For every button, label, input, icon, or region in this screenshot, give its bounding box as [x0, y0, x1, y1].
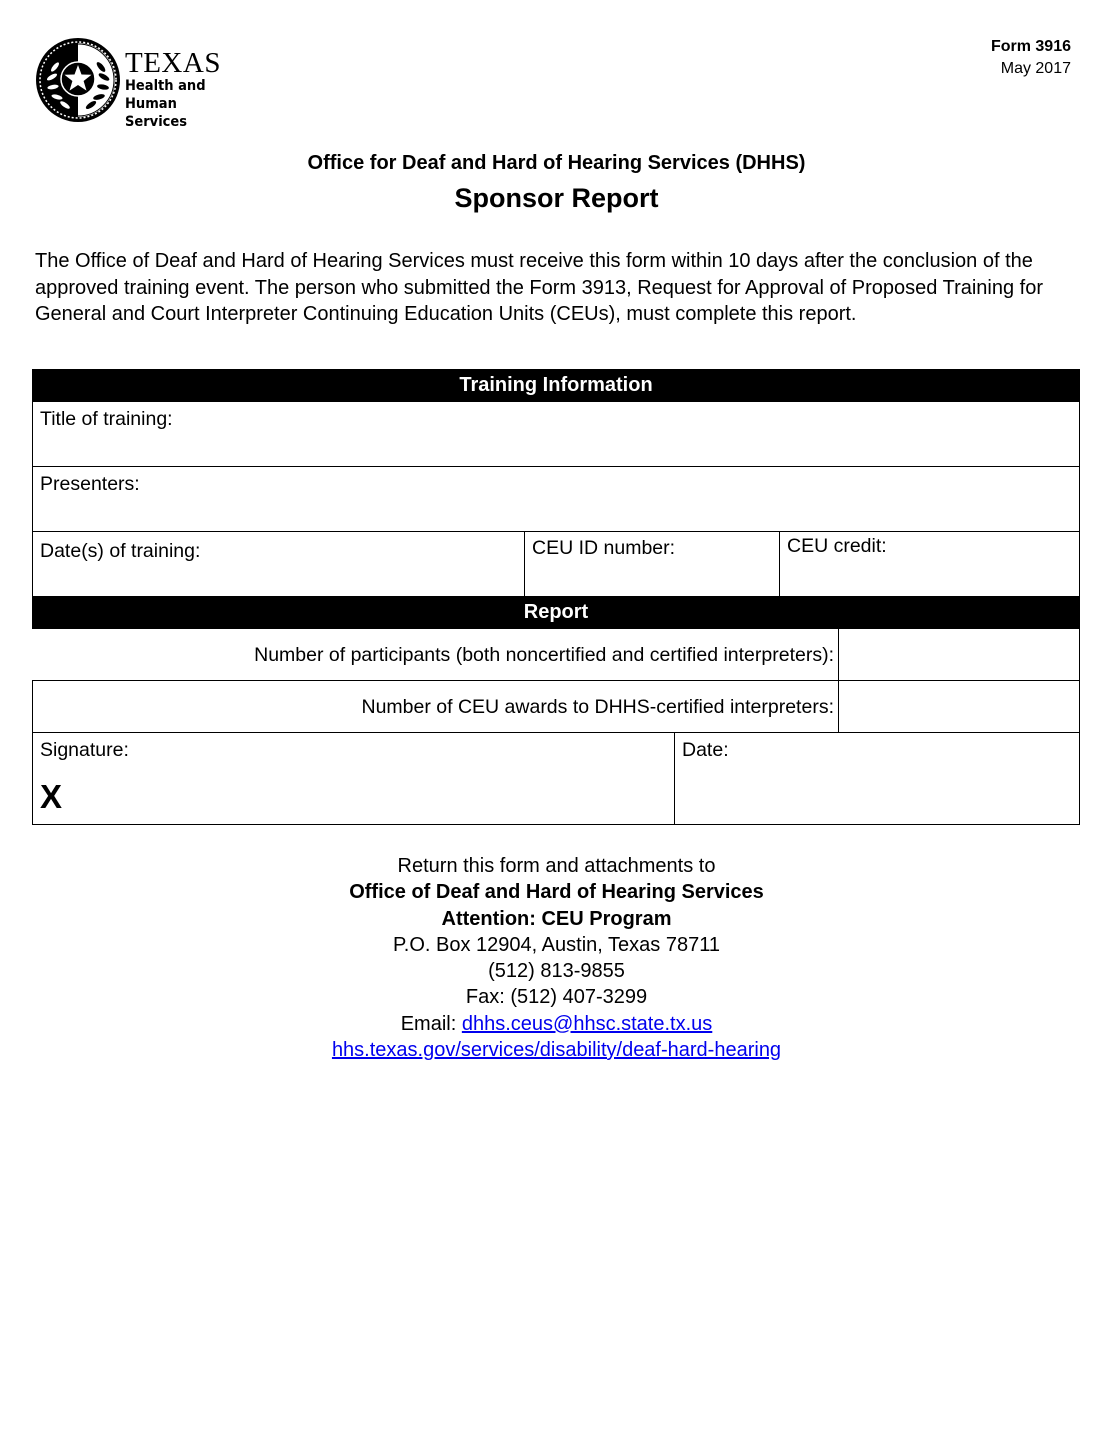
date-field[interactable] [674, 733, 1079, 824]
return-intro: Return this form and attachments to [397, 855, 716, 877]
title-of-training-field[interactable] [33, 402, 1079, 466]
ceu-awards-input[interactable] [838, 681, 1079, 732]
form-meta [991, 37, 1071, 81]
title-of-training-label: Title of training: [40, 408, 173, 430]
office-title: Office for Deaf and Hard of Hearing Services (DHHS) [307, 152, 806, 174]
logo-hhs-line1: Health and Human [125, 78, 206, 112]
ceu-awards-label: Number of CEU awards to DHHS-certified interpreters: [361, 695, 834, 718]
row-presenters [32, 467, 1080, 532]
section-header-report: Report [32, 596, 1080, 629]
dates-of-training-field[interactable] [33, 532, 524, 596]
website-link[interactable]: hhs.texas.gov/services/disability/deaf-hard-hearing [331, 1039, 782, 1062]
signature-field[interactable] [33, 733, 674, 824]
row-title-of-training [32, 402, 1080, 467]
return-phone: (512) 813-9855 [488, 960, 625, 983]
ceu-credit-field[interactable] [779, 532, 1079, 596]
logo-hhs-line2: Services [125, 114, 188, 130]
signature-x-mark: X [40, 778, 63, 815]
form-date: May 2017 [1000, 60, 1071, 77]
return-fax: Fax: (512) 407-3299 [465, 986, 648, 1009]
return-instructions [0, 853, 1113, 1063]
intro-paragraph: The Office of Deaf and Hard of Hearing Services must receive this form within 10 days after the conclusion of the approved training event. The person who submitted the Form 3913, Request for Approval of Proposed Training for General and Court Interpreter Continuing Education Units (CEUs), must complete this report. [35, 250, 1043, 325]
presenters-field[interactable] [33, 467, 1079, 531]
return-website-line [0, 1037, 1113, 1063]
texas-seal-icon [35, 37, 121, 123]
row-participants [32, 629, 1080, 681]
logo-text [125, 49, 265, 131]
return-attention: Attention: CEU Program [441, 907, 672, 930]
row-dates-ceu [32, 532, 1080, 597]
return-address: P.O. Box 12904, Austin, Texas 78711 [393, 933, 720, 956]
email-link[interactable]: dhhs.ceus@hhsc.state.tx.us [461, 1012, 713, 1035]
return-email-line [0, 1011, 1113, 1037]
row-signature-date [32, 733, 1080, 825]
form-number: Form 3916 [990, 38, 1071, 55]
section-header-training-information: Training Information [32, 369, 1080, 402]
ceu-id-number-label: CEU ID number: [532, 537, 676, 559]
dates-of-training-label: Date(s) of training: [40, 540, 201, 562]
participants-label: Number of participants (both noncertified and certified interpreters): [254, 643, 834, 666]
ceu-id-number-field[interactable] [524, 532, 779, 596]
participants-input[interactable] [838, 629, 1079, 680]
return-office: Office of Deaf and Hard of Hearing Services [349, 881, 764, 904]
row-ceu-awards [32, 681, 1080, 733]
email-label: Email: [400, 1012, 462, 1035]
logo-texas: TEXAS [125, 47, 221, 79]
ceu-credit-label: CEU credit: [787, 535, 887, 557]
date-label: Date: [682, 739, 729, 761]
page-title: Sponsor Report [454, 183, 659, 213]
signature-label: Signature: [40, 739, 129, 761]
sponsor-report-form [32, 369, 1080, 825]
hhs-logo [35, 37, 265, 130]
presenters-label: Presenters: [40, 473, 140, 495]
